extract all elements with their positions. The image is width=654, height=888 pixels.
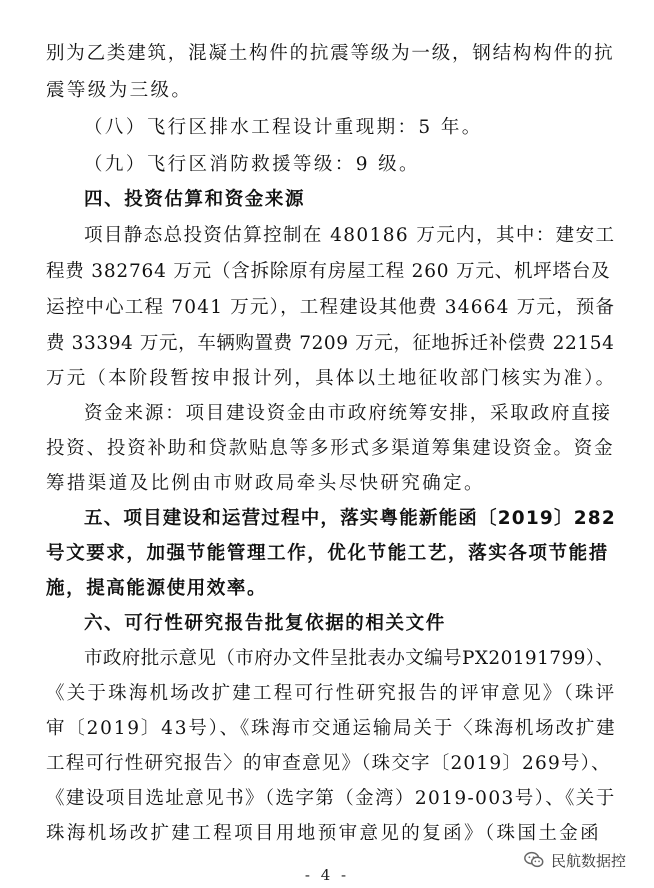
section-heading: 号文要求，加强节能管理工作，优化节能工艺，落实各项节能措	[46, 543, 609, 564]
text-line: 投资、投资补助和贷款贴息等多形式多渠道筹集建设资金。资金	[46, 438, 615, 459]
text-line: 项目静态总投资估算控制在 480186 万元内，其中：建安工	[84, 225, 616, 246]
text-line: 珠海机场改扩建工程项目用地预审意见的复函》（珠国土金函	[46, 823, 602, 844]
text-line: （九）飞行区消防救援等级：9 级。	[84, 154, 420, 175]
text-line: 《关于珠海机场改扩建工程可行性研究报告的评审意见》（珠评	[46, 683, 617, 704]
page-number: - 4 -	[304, 866, 350, 884]
text-line: 费 33394 万元，车辆购置费 7209 万元，征地拆迁补偿费 22154	[46, 333, 615, 354]
text-line: 筹措渠道及比例由市财政局牵头尽快研究确定。	[46, 473, 485, 494]
text-line: 审〔2019〕43号）、《珠海市交通运输局关于〈珠海机场改扩建	[46, 718, 617, 739]
text-line: 工程可行性研究报告〉的审查意见》（珠交字〔2019〕269号）、	[46, 753, 611, 774]
section-heading: 施，提高能源使用效率。	[46, 578, 268, 599]
section-heading: 五、项目建设和运营过程中，落实粤能新能函〔2019〕282	[84, 508, 616, 529]
section-heading: 六、可行性研究报告批复依据的相关文件	[84, 613, 446, 634]
text-line: 《建设项目选址意见书》（选字第（金湾）2019-003号）、《关于	[46, 788, 616, 809]
section-heading: 四、投资估算和资金来源	[84, 189, 306, 210]
text-line: 万元（本阶段暂按申报计列，具体以土地征收部门核实为准）。	[46, 368, 617, 389]
text-line: 别为乙类建筑，混凝土构件的抗震等级为一级，钢结构构件的抗	[46, 43, 615, 64]
text-line: 程费 382764 万元（含拆除原有房屋工程 260 万元、机坪塔台及	[46, 261, 611, 282]
watermark-label: 民航数据控	[550, 851, 626, 870]
text-line: 资金来源：项目建设资金由市政府统筹安排，采取政府直接	[84, 403, 612, 424]
text-line: 运控中心工程 7041 万元），工程建设其他费 34664 万元，预备	[46, 297, 616, 318]
text-line: 市政府批示意见（市府办文件呈批表办文编号PX20191799）、	[84, 648, 615, 669]
text-line: （八）飞行区排水工程设计重现期：5 年。	[84, 117, 483, 138]
text-line: 震等级为三级。	[46, 80, 193, 101]
